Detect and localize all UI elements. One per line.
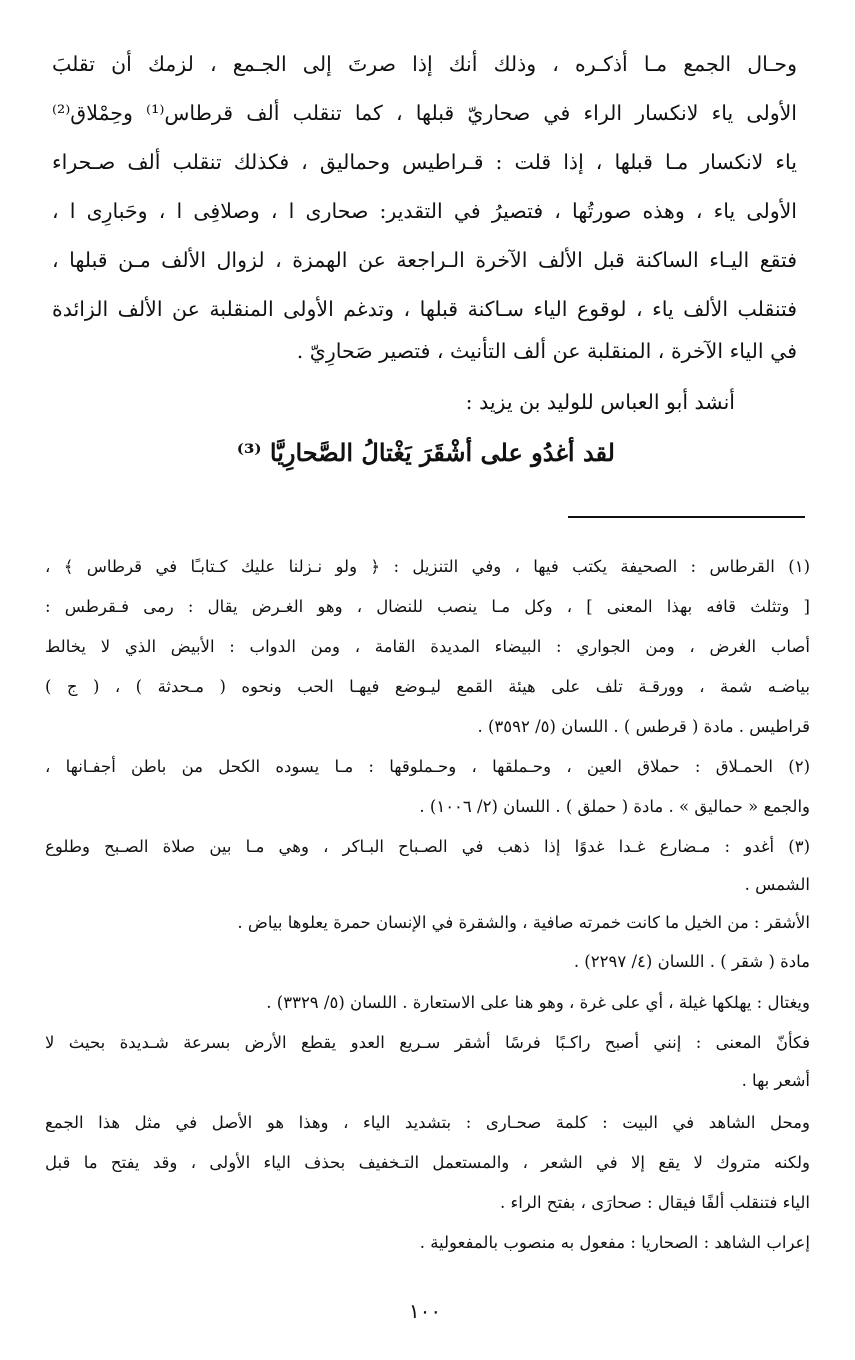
footnote-line: [ وتثلث قافه بهذا المعنى ] ، وكل مـا ينصب للنضال ، وهو الغـرض يقال : رمى فـقرطس :	[45, 597, 810, 616]
poetry-verse: لقد أغدُو على أشْقَرَ يَغْتالُ الصَّحارِيَّا ⁽³⁾	[236, 438, 615, 467]
footnote-line: الشمس .	[744, 875, 810, 894]
footnote-line: الياء فتنقلب ألفًا فيقال : صحارَى ، بفتح الراء .	[500, 1193, 810, 1212]
footnote-line: (١) القرطاس : الصحيفة يكتب فيها ، وفي التنزيل : ﴿ ولو نـزلنا عليك كـتابـًا في قرطاس ﴾ ،	[45, 557, 810, 576]
footnote-line: بياضـه شمة ، وورقـة تلف على هيئة القمع ليـوضع فيهـا الحب ونحوه ( مـحدثة ) ، ( ج )	[45, 677, 810, 696]
footnote-line: إعراب الشاهد : الصحاريا : مفعول به منصوب بالمفعولية .	[419, 1233, 810, 1252]
verse-intro: أنشد أبو العباس للوليد بن يزيد :	[465, 390, 735, 414]
main-text-line: فتقع اليـاء الساكنة قبل الألف الآخرة الـراجعة عن الهمزة ، لزوال الألف مـن قبلها ،	[52, 248, 797, 272]
page-number: ١٠٠	[408, 1299, 442, 1323]
footnote-line: فكأنّ المعنى : إنني أصبح راكـبًا فرسًا أشقر سـريع العدو يقطع الأرض بسرعة شـديدة بحيث لا	[45, 1033, 810, 1052]
main-text-line: الأولى ياء لانكسار الراء في صحاريّ قبلها ، كما تنقلب ألف قرطاس⁽¹⁾ وحِمْلاق⁽²⁾	[52, 101, 797, 125]
main-text-line: في الياء الآخرة ، المنقلبة عن ألف التأنيث ، فتصير صَحارِيّ .	[296, 339, 797, 363]
footnote-line: ويغتال : يهلكها غيلة ، أي على غرة ، وهو هنا على الاستعارة . اللسان (٥/ ٣٣٢٩) .	[266, 993, 810, 1012]
main-text-line: وحـال الجمع مـا أذكـره ، وذلك أنك إذا صرتَ إلى الجـمع ، لزمك أن تقلبَ	[52, 52, 797, 76]
main-text-line: ياء لانكسار مـا قبلها ، إذا قلت : قـراطيس وحماليق ، فكذلك تنقلب ألف صـحراء	[52, 150, 797, 174]
footnote-line: ولكنه متروك لا يقع إلا في الشعر ، والمستعمل التـخفيف بحذف الياء الأولى ، وقد يفتح ما قبل	[45, 1153, 810, 1172]
main-text-line: الأولى ياء ، وهذه صورتُها ، فتصيرُ في التقدير: صحارى ا ، وصلافِى ا ، وحَبارِى ا ،	[52, 199, 797, 223]
main-text-line: فتنقلب الألف ياء ، لوقوع الياء سـاكنة قبلها ، وتدغم الأولى المنقلبة عن الألف الزائدة	[52, 297, 797, 321]
footnote-line: مادة ( شقر ) . اللسان (٤/ ٢٢٩٧) .	[573, 952, 810, 971]
footnote-line: ومحل الشاهد في البيت : كلمة صحـارى : بتشديد الياء ، وهذا هو الأصل في مثل هذا الجمع	[45, 1113, 810, 1132]
footnote-line: أصاب الغرض ، ومن الجواري : البيضاء المديدة القامة ، ومن الدواب : الأبيض الذي لا يخالط	[45, 637, 810, 656]
footnote-line: أشعر بها .	[741, 1071, 810, 1090]
footnote-line: (٢) الحمـلاق : حملاق العين ، وحـملقها ، وحـملوقها : مـا يسوده الكحل من باطن أجفـانها ،	[45, 757, 810, 776]
footnote-line: (٣) أغدو : مـضارع غـدا غدوًا إذا ذهب في الصـباح البـاكر ، وهي مـا بين صلاة الصـبح وطلوع	[45, 837, 810, 856]
footnote-separator	[568, 516, 805, 518]
footnote-line: والجمع « حماليق » . مادة ( حملق ) . اللسان (٢/ ١٠٠٦) .	[419, 797, 810, 816]
footnote-line: قراطيس . مادة ( قرطس ) . اللسان (٥/ ٣٥٩٢) .	[477, 717, 810, 736]
footnote-line: الأشقر : من الخيل ما كانت خمرته صافية ، والشقرة في الإنسان حمرة يعلوها بياض .	[237, 913, 810, 932]
